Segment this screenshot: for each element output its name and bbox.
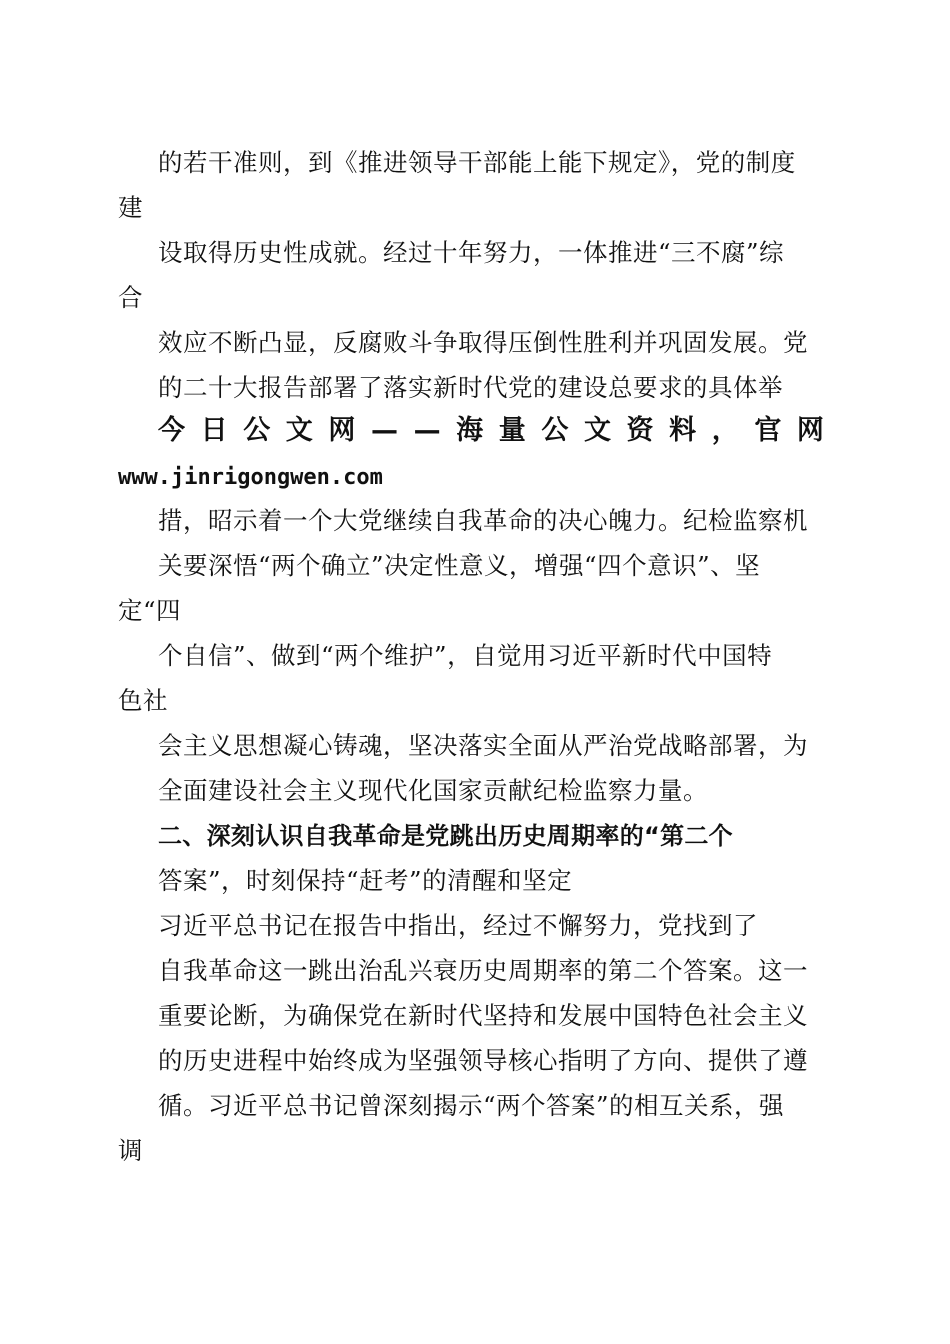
body-line: 个自信”、做到“两个维护”，自觉用习近平新时代中国特 <box>158 641 773 670</box>
body-line: 的若干准则，到《推进领导干部能上能下规定》，党的制度 <box>158 148 796 177</box>
body-line: 答案”，时刻保持“赶考”的清醒和坚定 <box>158 866 573 895</box>
watermark-banner: 今 日 公 文 网 — — 海 量 公 文 资 料 ， 官 网 <box>158 415 824 446</box>
body-line: 措，昭示着一个大党继续自我革命的决心魄力。纪检监察机 <box>158 506 808 535</box>
body-line: 合 <box>118 283 143 312</box>
body-line: 习近平总书记在报告中指出，经过不懈努力，党找到了 <box>158 911 758 940</box>
body-line: 自我革命这一跳出治乱兴衰历史周期率的第二个答案。这一 <box>158 956 808 985</box>
body-line: 会主义思想凝心铸魂，坚决落实全面从严治党战略部署，为 <box>158 731 808 760</box>
body-line: 效应不断凸显，反腐败斗争取得压倒性胜利并巩固发展。党 <box>158 328 808 357</box>
body-line: 的二十大报告部署了落实新时代党的建设总要求的具体举 <box>158 373 783 402</box>
body-line: 全面建设社会主义现代化国家贡献纪检监察力量。 <box>158 776 708 805</box>
watermark-url: www.jinrigongwen.com <box>118 465 383 490</box>
body-line: 设取得历史性成就。经过十年努力，一体推进“三不腐”综 <box>158 238 785 267</box>
body-line: 重要论断，为确保党在新时代坚持和发展中国特色社会主义 <box>158 1001 808 1030</box>
body-line: 的历史进程中始终成为坚强领导核心指明了方向、提供了遵 <box>158 1046 808 1075</box>
body-line: 调 <box>118 1136 143 1165</box>
body-line: 循。习近平总书记曾深刻揭示“两个答案”的相互关系，强 <box>158 1091 785 1120</box>
body-line: 定“四 <box>118 596 182 625</box>
body-line: 建 <box>118 193 143 222</box>
body-line: 关要深悟“两个确立”决定性意义，增强“四个意识”、坚 <box>158 551 761 580</box>
section-heading: 二、深刻认识自我革命是党跳出历史周期率的“第二个 <box>158 822 733 850</box>
body-line: 色社 <box>118 686 168 715</box>
